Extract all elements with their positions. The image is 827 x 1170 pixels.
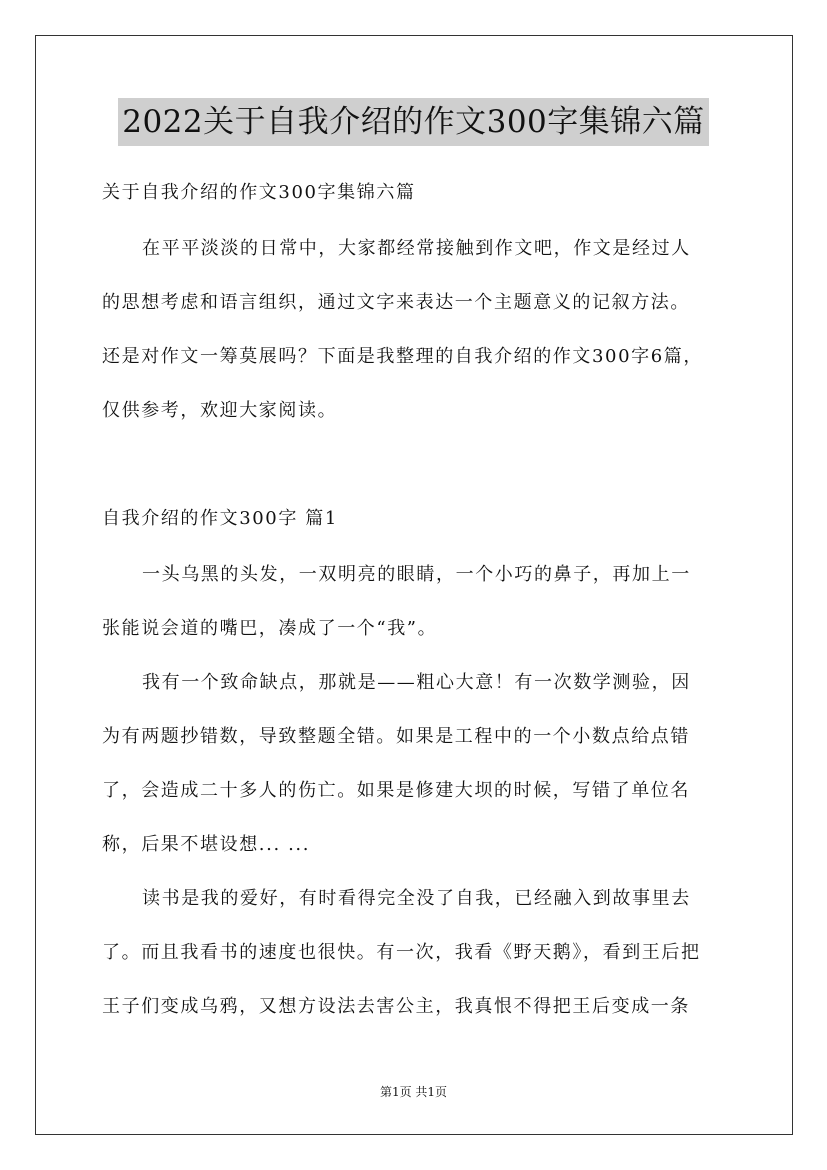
body-line: 称，后果不堪设想... ... — [102, 834, 311, 855]
document-title: 2022关于自我介绍的作文300字集锦六篇 — [118, 98, 709, 146]
body-line: 了，会造成二十多人的伤亡。如果是修建大坝的时候，写错了单位名 — [102, 780, 690, 801]
intro-line: 还是对作文一筹莫展吗？下面是我整理的自我介绍的作文300字6篇， — [102, 346, 704, 367]
title-container — [0, 98, 827, 146]
intro-line: 的思想考虑和语言组织，通过文字来表达一个主题意义的记叙方法。 — [102, 292, 690, 313]
intro-line: 在平平淡淡的日常中，大家都经常接触到作文吧，作文是经过人 — [142, 238, 691, 259]
document-subtitle: 关于自我介绍的作文300字集锦六篇 — [102, 182, 416, 203]
body-line: 读书是我的爱好，有时看得完全没了自我，已经融入到故事里去 — [142, 888, 691, 909]
body-line: 了。而且我看书的速度也很快。有一次，我看《野天鹅》，看到王后把 — [102, 942, 701, 963]
body-line: 张能说会道的嘴巴，凑成了一个“我”。 — [102, 618, 438, 639]
section-heading: 自我介绍的作文300字 篇1 — [102, 508, 338, 529]
body-line: 我有一个致命缺点，那就是——粗心大意！有一次数学测验，因 — [142, 672, 691, 693]
body-line: 一头乌黑的头发，一双明亮的眼睛，一个小巧的鼻子，再加上一 — [142, 564, 691, 585]
intro-line: 仅供参考，欢迎大家阅读。 — [102, 400, 338, 421]
page-footer: 第1页 共1页 — [379, 1085, 448, 1099]
body-line: 为有两题抄错数，导致整题全错。如果是工程中的一个小数点给点错 — [102, 726, 690, 747]
body-line: 王子们变成乌鸦，又想方设法去害公主，我真恨不得把王后变成一条 — [102, 996, 690, 1017]
